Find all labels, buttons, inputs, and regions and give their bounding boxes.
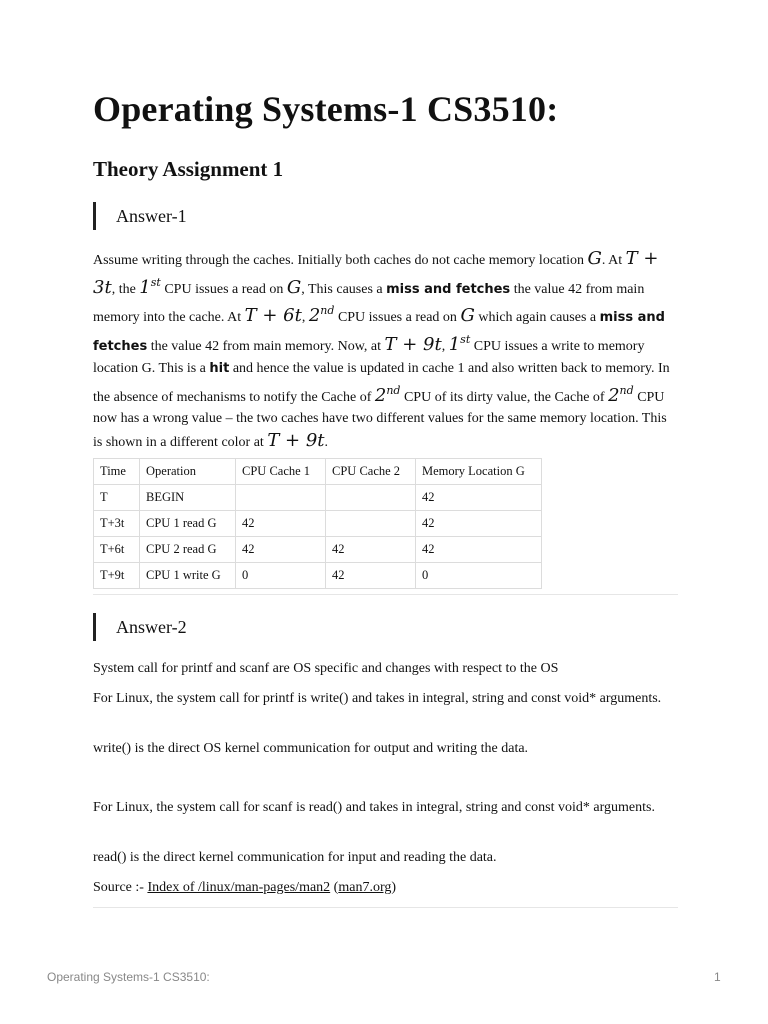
footer-page-number: 1: [714, 970, 721, 984]
table-cell: 42: [326, 563, 416, 589]
table-cell: CPU 1 read G: [140, 511, 236, 537]
table-cell: [326, 485, 416, 511]
table-cell: 42: [416, 485, 542, 511]
table-header-cell: Memory Location G: [416, 459, 542, 485]
table-cell: T+3t: [94, 511, 140, 537]
table-row: [94, 537, 542, 563]
document-subtitle: Theory Assignment 1: [93, 157, 284, 181]
table-cell: 42: [236, 537, 326, 563]
document-title: Operating Systems-1 CS3510:: [93, 89, 559, 129]
table-cell: [326, 511, 416, 537]
table-row: [94, 511, 542, 537]
table-header-cell: CPU Cache 1: [236, 459, 326, 485]
answer2-paragraph-2: For Linux, the system call for printf is write() and takes in integral, string and const void* arguments.: [93, 691, 662, 706]
table-header-cell: Operation: [140, 459, 236, 485]
section-divider: [93, 594, 678, 595]
table-cell: T+6t: [94, 537, 140, 563]
answer2-heading: Answer-2: [93, 613, 187, 641]
answer1-paragraph: Assume writing through the caches. Initially both caches do not cache memory location G. At T + 3t, the 1st CPU issues a read on G, This causes a miss and fetches the value 42 from main memory into the cache. At T + 6t, 2nd CPU issues a read on G which again causes a miss and fetches the value 42 from main memory. Now, at T + 9t, 1st CPU issues a write to memory location G. This is a hit and hence the value is updated in cache 1 and also written back to memory. In the absence of mechanisms to notify the Cache of 2nd CPU of its dirty value, the Cache of 2nd CPU now has a wrong value – the two caches have two different values for the same memory location. This is shown in a different color at T + 9t.: [93, 248, 670, 451]
answer2-paragraph-3: write() is the direct OS kernel communication for output and writing the data.: [93, 741, 529, 756]
table-cell: [236, 485, 326, 511]
table-cell: 42: [416, 511, 542, 537]
table-row: [94, 563, 542, 589]
answer2-paragraph-4: For Linux, the system call for scanf is read() and takes in integral, string and const void* arguments.: [93, 800, 655, 815]
table-cell: 0: [416, 563, 542, 589]
source-link[interactable]: Index of /linux/man-pages/man2: [147, 880, 331, 895]
cache-table: [93, 458, 542, 589]
answer2-paragraph-1: System call for printf and scanf are OS specific and changes with respect to the OS: [93, 661, 559, 676]
source-line: Source :- Index of /linux/man-pages/man2 (man7.org): [93, 880, 397, 895]
table-row: [94, 485, 542, 511]
footer-title: Operating Systems-1 CS3510:: [47, 970, 210, 984]
source-domain-link[interactable]: man7.org: [338, 880, 392, 895]
source-prefix: Source :-: [93, 880, 148, 895]
answer1-heading: Answer-1: [93, 202, 187, 230]
table-cell: CPU 2 read G: [140, 537, 236, 563]
table-cell: T: [94, 485, 140, 511]
table-cell: 42: [236, 511, 326, 537]
table-header-cell: CPU Cache 2: [326, 459, 416, 485]
table-cell: 0: [236, 563, 326, 589]
table-cell: CPU 1 write G: [140, 563, 236, 589]
table-header-row: [94, 459, 542, 485]
table-cell: 42: [416, 537, 542, 563]
table-cell: 42: [326, 537, 416, 563]
table-cell: BEGIN: [140, 485, 236, 511]
table-header-cell: Time: [94, 459, 140, 485]
table-cell: T+9t: [94, 563, 140, 589]
answer2-paragraph-5: read() is the direct kernel communication for input and reading the data.: [93, 850, 497, 865]
section-divider: [93, 907, 678, 908]
